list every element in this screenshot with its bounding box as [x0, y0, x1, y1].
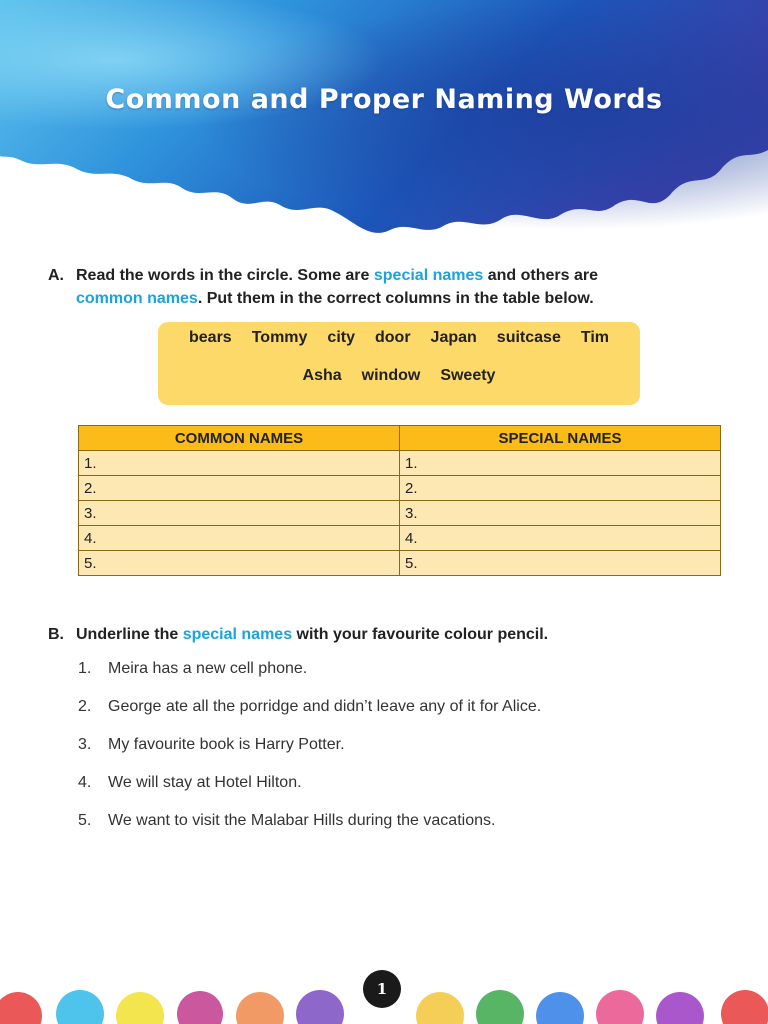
names-table [78, 425, 721, 576]
word-item: city [327, 329, 355, 346]
item-text[interactable]: We want to visit the Malabar Hills during the vacations. [108, 812, 496, 829]
item-text[interactable]: George ate all the porridge and didn’t leave any of it for Alice. [108, 698, 542, 715]
word-item: suitcase [496, 329, 561, 346]
item-text[interactable]: Meira has a new cell phone. [108, 660, 308, 677]
section-b-text-2: with your favourite colour pencil. [292, 626, 549, 643]
section-a-highlight-special: special names [373, 267, 484, 284]
table-row [79, 551, 721, 576]
table-row [79, 501, 721, 526]
item-number: 5. [78, 812, 92, 829]
word-item: Japan [430, 329, 477, 346]
list-item [78, 771, 718, 809]
section-a-text-1: Read the words in the circle. Some are [76, 267, 374, 284]
list-item [78, 657, 718, 695]
word-item: bears [189, 329, 232, 346]
item-text[interactable]: We will stay at Hotel Hilton. [108, 774, 302, 791]
word-item: Asha [302, 367, 342, 384]
cell-special[interactable]: 1. [400, 451, 721, 476]
item-text[interactable]: My favourite book is Harry Potter. [108, 736, 345, 753]
item-number: 2. [78, 698, 92, 715]
word-item: Tim [580, 329, 609, 346]
section-a-highlight-common: common names [76, 290, 198, 307]
cell-common[interactable]: 3. [79, 501, 400, 526]
page-number: 1 [363, 970, 401, 1008]
item-number: 3. [78, 736, 92, 753]
section-a-instructions [48, 264, 598, 310]
word-row-1 [158, 329, 640, 347]
section-a-letter: A. [48, 267, 64, 284]
item-number: 1. [78, 660, 92, 677]
section-b-instructions [48, 623, 548, 646]
header-common-names: COMMON NAMES [79, 426, 400, 451]
word-item: Sweety [440, 367, 496, 384]
item-number: 4. [78, 774, 92, 791]
cell-special[interactable]: 5. [400, 551, 721, 576]
table-header-row [79, 426, 721, 451]
word-box [158, 322, 640, 405]
word-item: Tommy [251, 329, 308, 346]
cell-common[interactable]: 5. [79, 551, 400, 576]
cell-special[interactable]: 4. [400, 526, 721, 551]
cell-special[interactable]: 2. [400, 476, 721, 501]
cell-common[interactable]: 2. [79, 476, 400, 501]
section-a-text-3: . Put them in the correct columns in the table below. [197, 290, 594, 307]
list-item [78, 809, 718, 847]
section-b-highlight: special names [182, 626, 293, 643]
header-special-names: SPECIAL NAMES [400, 426, 721, 451]
word-item: window [361, 367, 421, 384]
word-item: door [375, 329, 411, 346]
section-a-text-2: and others are [483, 267, 598, 284]
sentence-list [78, 657, 718, 847]
cell-common[interactable]: 1. [79, 451, 400, 476]
watercolor-header [0, 0, 768, 260]
cell-common[interactable]: 4. [79, 526, 400, 551]
table-row [79, 526, 721, 551]
section-b-letter: B. [48, 626, 64, 643]
list-item [78, 695, 718, 733]
table-row [79, 451, 721, 476]
list-item [78, 733, 718, 771]
table-row [79, 476, 721, 501]
section-b-text-1: Underline the [76, 626, 183, 643]
watercolor-splash [0, 0, 768, 260]
cell-special[interactable]: 3. [400, 501, 721, 526]
page-title: Common and Proper Naming Words [105, 84, 663, 115]
word-row-2 [158, 367, 640, 385]
